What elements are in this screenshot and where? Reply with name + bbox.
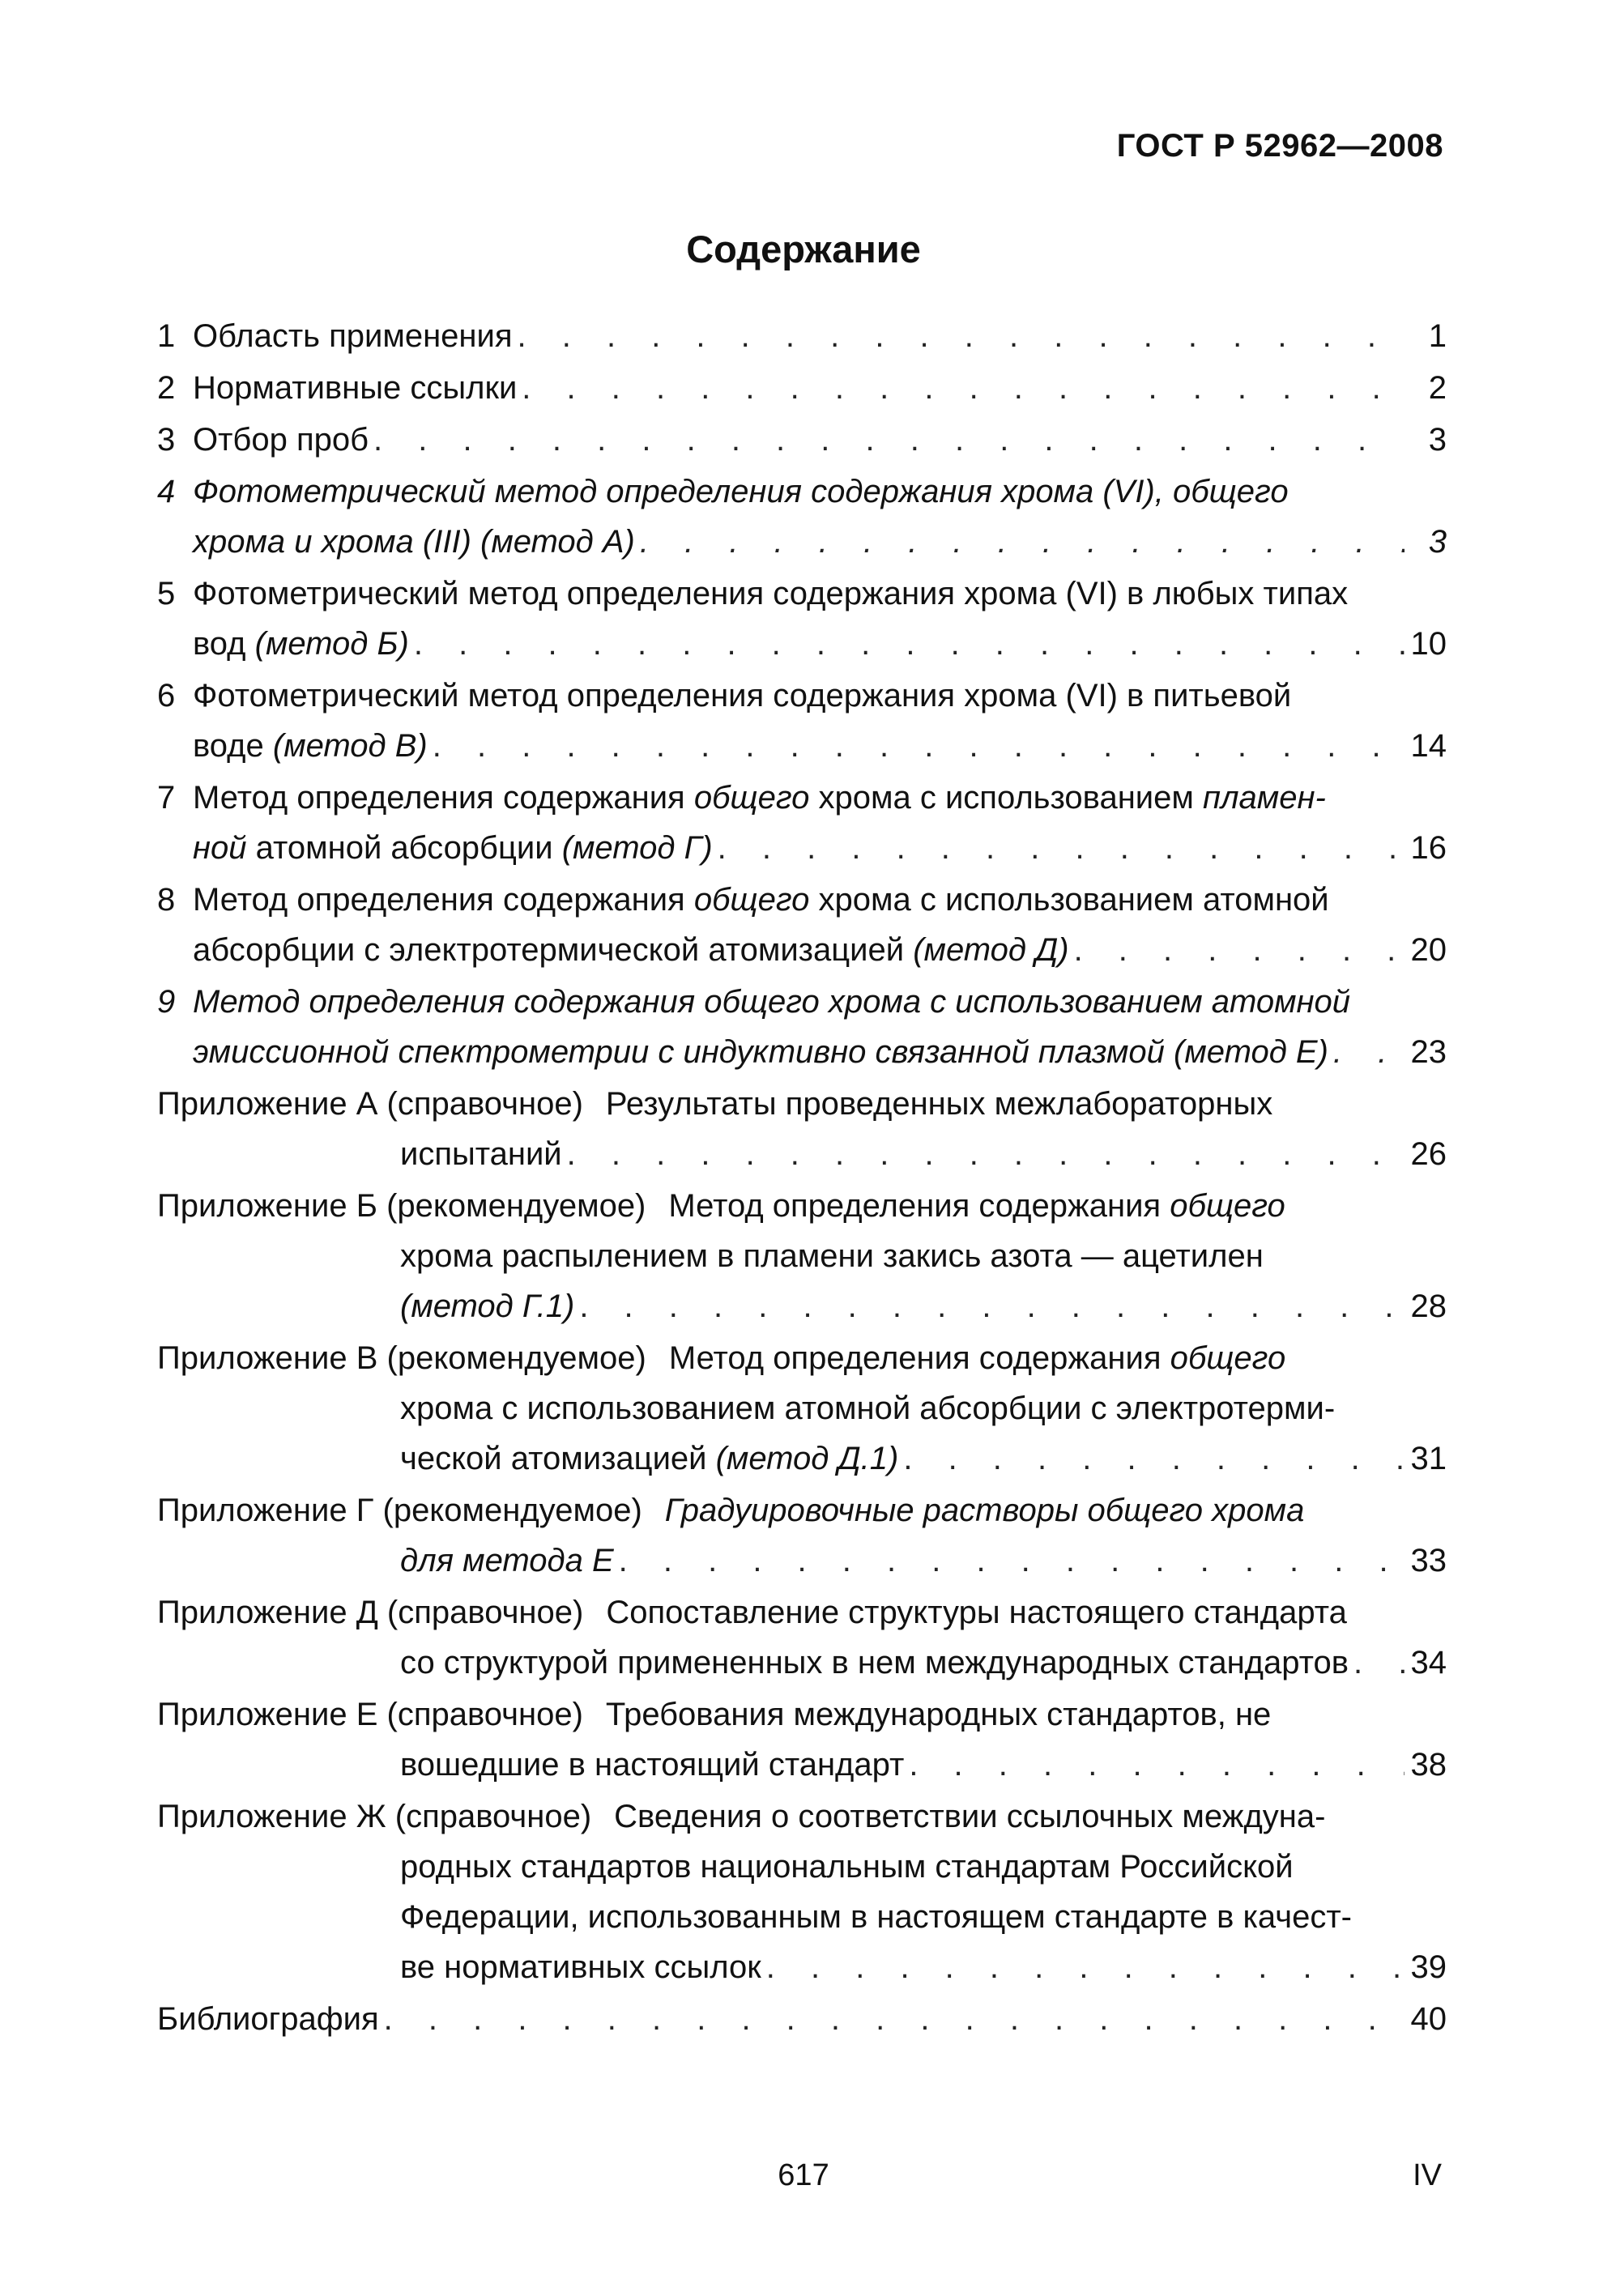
dot-leader — [373, 415, 1405, 465]
toc-appendix-v[interactable] — [157, 1333, 1447, 1484]
page-number: 20 — [1410, 932, 1447, 968]
page-number: 3 — [1428, 524, 1447, 560]
toc-appendix-b[interactable] — [157, 1181, 1447, 1331]
entry-title-line-2: хрома с использованием атомной абсорбции с электротерми- — [400, 1391, 1336, 1426]
text-italic: ной — [193, 830, 247, 866]
method-label: (метод Д.1) — [715, 1441, 899, 1476]
toc-appendix-zh[interactable] — [157, 1791, 1447, 1992]
entry-title: Отбор проб — [193, 422, 369, 458]
toc-entry-7[interactable] — [157, 773, 1447, 873]
toc-appendix-g[interactable] — [157, 1485, 1447, 1586]
entry-title-line-1: Градуировочные растворы общего хрома — [664, 1493, 1305, 1528]
text-regular: абсорбции с электротермической атомизацией — [193, 932, 914, 968]
text-regular: хрома с использованием — [809, 780, 1203, 816]
entry-title-line-1: Метод определения содержания общего хрома с использованием атомной — [193, 984, 1351, 1020]
entry-title-line-1: Сопоставление структуры настоящего стандарта — [606, 1595, 1347, 1630]
entry-number: 8 — [157, 882, 176, 918]
toc-entry-1[interactable] — [157, 311, 1447, 361]
entry-title-line-1: Результаты проведенных межлабораторных — [605, 1086, 1273, 1122]
method-label: (метод Д) — [913, 932, 1069, 968]
entry-title-line-1 — [668, 1181, 1447, 1231]
text-regular: Метод определения содержания — [668, 1340, 1170, 1376]
text-regular: вод — [193, 626, 255, 662]
page-number: 38 — [1410, 1747, 1447, 1783]
dot-leader — [1353, 1638, 1405, 1688]
entry-number: 1 — [157, 318, 176, 354]
dot-leader — [1074, 925, 1405, 975]
dot-leader — [433, 721, 1405, 771]
page-number: 33 — [1410, 1543, 1447, 1578]
text-regular: воде — [193, 728, 273, 764]
entry-title-line-3: Федерации, использованным в настоящем стандарте в качест- — [400, 1899, 1352, 1935]
page-number: 1 — [1428, 318, 1447, 354]
method-label: (метод Г.1) — [400, 1289, 575, 1324]
entry-title-line-2 — [193, 925, 1069, 975]
toc-appendix-d[interactable] — [157, 1587, 1447, 1688]
entry-number: 4 — [157, 474, 176, 509]
page-number: 26 — [1410, 1136, 1447, 1172]
text-regular: атомной абсорбции — [246, 830, 562, 866]
dot-leader — [1333, 1027, 1405, 1077]
dot-leader — [619, 1536, 1405, 1586]
entry-title-line-2 — [193, 823, 713, 873]
dot-leader — [518, 311, 1405, 361]
entry-title-line-2: для метода Е — [400, 1543, 614, 1578]
method-label: (метод Б) — [254, 626, 409, 662]
toc-bibliography[interactable] — [157, 1994, 1447, 2044]
entry-title-line-2: со структурой примененных в нем международных стандартов — [400, 1645, 1349, 1680]
entry-number: 5 — [157, 576, 176, 611]
method-label: (метод В) — [272, 728, 428, 764]
text-italic: общего — [693, 882, 810, 918]
page-number: 3 — [1428, 422, 1447, 458]
entry-title-line-1: Фотометрический метод определения содержания хрома (VI) в питьевой — [193, 678, 1292, 714]
toc-entry-2[interactable] — [157, 363, 1447, 413]
entry-title-line-2: хрома распылением в пламени закись азота — ацетилен — [400, 1238, 1264, 1274]
text-regular: хрома с использованием атомной — [809, 882, 1329, 918]
toc-appendix-a[interactable] — [157, 1079, 1447, 1179]
entry-title-line-2: хрома и хрома (III) (метод А) — [193, 524, 635, 560]
text-italic: пламен- — [1202, 780, 1326, 816]
entry-title-line-4: ве нормативных ссылок — [400, 1949, 761, 1985]
appendix-label: Приложение Б (рекомендуемое) — [157, 1188, 646, 1224]
page-number: 28 — [1410, 1289, 1447, 1324]
page-number: 40 — [1410, 2001, 1447, 2037]
entry-number: 6 — [157, 678, 176, 714]
dot-leader — [640, 517, 1405, 567]
entry-title-line-1: Фотометрический метод определения содержания хрома (VI), общего — [193, 474, 1289, 509]
entry-title: Библиография — [157, 2001, 379, 2037]
text-regular: Метод определения содержания — [193, 780, 694, 816]
page-number: 16 — [1410, 830, 1447, 866]
toc-entry-4[interactable] — [157, 466, 1447, 567]
method-label: (метод Г) — [561, 830, 713, 866]
entry-number: 2 — [157, 370, 176, 406]
table-of-contents — [157, 311, 1447, 2046]
appendix-label: Приложение А (справочное) — [157, 1086, 583, 1122]
document-code: ГОСТ Р 52962—2008 — [1116, 128, 1443, 164]
page-number: 2 — [1428, 370, 1447, 406]
entry-number: 9 — [157, 984, 176, 1020]
entry-title-line-2: эмиссионной спектрометрии с индуктивно связанной плазмой (метод Е) — [193, 1034, 1328, 1070]
entry-title-line-1 — [193, 875, 1447, 925]
entry-title-line-2: испытаний — [400, 1136, 562, 1172]
page-number: 23 — [1410, 1034, 1447, 1070]
entry-title: Область применения — [193, 318, 513, 354]
appendix-label: Приложение Г (рекомендуемое) — [157, 1493, 642, 1528]
dot-leader — [909, 1740, 1404, 1790]
dot-leader — [384, 1994, 1405, 2044]
dot-leader — [414, 619, 1405, 669]
appendix-label: Приложение В (рекомендуемое) — [157, 1340, 646, 1376]
text-regular: Метод определения содержания — [668, 1188, 1170, 1224]
page-number: 31 — [1410, 1441, 1447, 1476]
dot-leader — [903, 1433, 1404, 1484]
entry-title-line-2: родных стандартов национальным стандартам Российской — [400, 1849, 1294, 1885]
toc-appendix-e[interactable] — [157, 1689, 1447, 1790]
entry-title-line-3 — [400, 1433, 898, 1484]
text-regular: Метод определения содержания — [193, 882, 694, 918]
entry-title-line-2: вошедшие в настоящий стандарт — [400, 1747, 905, 1783]
entry-title-line-1 — [669, 1333, 1447, 1383]
toc-entry-8[interactable] — [157, 875, 1447, 975]
entry-number: 7 — [157, 780, 176, 816]
entry-title-line-1: Сведения о соответствии ссылочных междуна- — [614, 1799, 1326, 1834]
footer-page-number: 617 — [778, 2158, 829, 2192]
dot-leader — [522, 363, 1405, 413]
toc-entry-3[interactable] — [157, 415, 1447, 465]
dot-leader — [579, 1281, 1404, 1331]
footer-roman-page: IV — [1413, 2158, 1442, 2192]
entry-title: Нормативные ссылки — [193, 370, 518, 406]
appendix-label: Приложение Д (справочное) — [157, 1595, 584, 1630]
text-italic: общего — [1170, 1188, 1285, 1224]
dot-leader — [718, 823, 1405, 873]
page-number: 14 — [1410, 728, 1447, 764]
entry-title-line-2 — [193, 721, 428, 771]
toc-entry-5[interactable] — [157, 569, 1447, 669]
entry-title-line-1: Требования международных стандартов, не — [605, 1697, 1272, 1732]
entry-title-line-1: Фотометрический метод определения содержания хрома (VI) в любых типах — [193, 576, 1349, 611]
appendix-label: Приложение Ж (справочное) — [157, 1799, 592, 1834]
toc-entry-6[interactable] — [157, 671, 1447, 771]
page-title: Содержание — [686, 228, 921, 270]
page-number: 39 — [1410, 1949, 1447, 1985]
appendix-label: Приложение Е (справочное) — [157, 1697, 583, 1732]
text-italic: общего — [693, 780, 810, 816]
toc-entry-9[interactable] — [157, 977, 1447, 1077]
dot-leader — [766, 1942, 1405, 1992]
page-number: 10 — [1410, 626, 1447, 662]
page-number: 34 — [1410, 1645, 1447, 1680]
text-regular: ческой атомизацией — [400, 1441, 716, 1476]
entry-title-line-1 — [193, 773, 1447, 823]
text-italic: общего — [1170, 1340, 1286, 1376]
entry-number: 3 — [157, 422, 176, 458]
dot-leader — [567, 1129, 1405, 1179]
entry-title-line-2 — [193, 619, 409, 669]
